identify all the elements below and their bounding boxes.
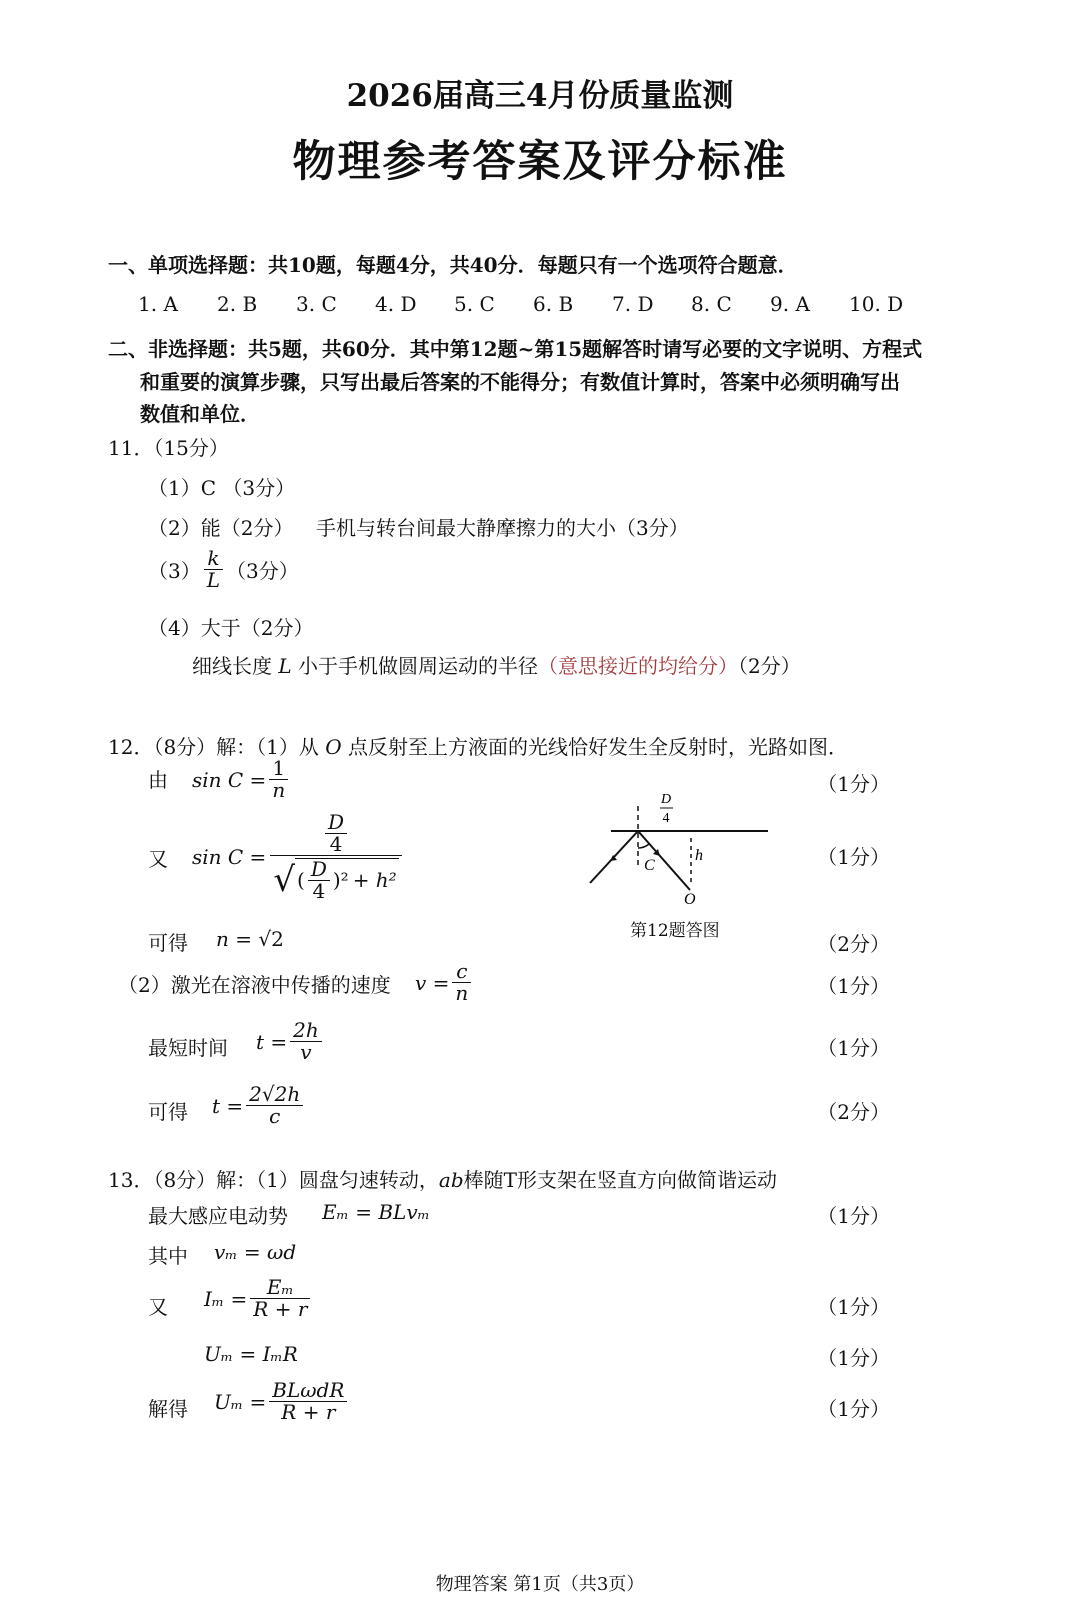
reason-text-a: 细线长度 [192,654,272,678]
q13-l5-label: 解得 [148,1397,188,1421]
d-over-4 [325,812,347,855]
mc-answer: 10. D [849,292,904,316]
score: （1分） [817,1397,890,1421]
q13-l1-label: 最大感应电动势 [148,1204,288,1228]
q12-eq3 [216,927,284,951]
q12-eq6 [212,1084,306,1127]
Um-eq: Uₘ = [214,1389,267,1414]
frac-num [270,812,401,855]
mc-answer: 1. A [138,292,178,316]
frac-den: R + r [250,1298,310,1320]
frac-num: 2√2h [249,1082,301,1106]
v-eq: v = [415,970,450,995]
section2-heading-line3: 数值和单位． [140,402,260,426]
score: （1分） [817,1204,890,1228]
q13-eq4: Uₘ = IₘR [204,1342,298,1366]
score: （1分） [817,974,890,998]
q12-head-b: 点反射至上方液面的光线恰好发生全反射时，光路如图． [348,735,849,759]
section1-heading: 一、单项选择题：共10题，每题4分，共40分．每题只有一个选项符合题意． [108,253,798,277]
q11-part2a: （2）能（2分） [148,516,294,540]
mc-answer: 3. C [296,292,337,316]
q12-eq5 [256,1020,325,1063]
q11-part1: （1）C （3分） [148,476,296,500]
q11-part4: （4）大于（2分） [148,616,314,640]
mc-answers [138,292,909,316]
q13-head-b: 棒随T形支架在竖直方向做简谐运动 [463,1168,777,1192]
frac-num: Eₘ [266,1275,294,1299]
d-over-4 [308,859,330,902]
n-eq: n = [216,927,252,951]
frac-den: n [452,982,471,1004]
q12-l1-label: 由 [148,768,168,792]
sinC-fraction [270,812,401,902]
q13-eq2: vₘ = ωd [214,1240,297,1264]
frac-den: 4 [325,833,347,855]
c-over-n [452,961,471,1004]
t-eq: t = [256,1029,288,1054]
frac-num: 2h [293,1018,319,1042]
q12-heading [108,731,848,760]
q11-part4-reason [192,650,801,679]
frac-den: R + r [269,1401,347,1423]
q13-eq1: Eₘ = BLvₘ [322,1200,430,1224]
frac-den: c [246,1105,303,1127]
em-over-rr [250,1277,310,1320]
frac-den: v [290,1041,322,1063]
q12-l2-label: 又 [148,847,168,871]
sinC: sin C = [192,845,267,869]
frac-den: L [204,569,223,591]
score: （1分） [817,1036,890,1060]
radicand: ( $\frac{D}{4}$ )² + h² [297,857,397,903]
frac-num: D [327,810,345,834]
t-eq: t = [212,1093,244,1118]
score: （2分） [817,1100,890,1124]
q12-l5-label: 最短时间 [148,1036,228,1060]
sqrt2: √2 [258,927,284,951]
frac-num: D [310,857,327,881]
q12-head-a: 12．（8分）解：（1）从 [108,735,319,759]
frac-num: BLωdR [272,1378,345,1402]
label-C: C [644,857,655,874]
label-h: h [695,847,703,864]
q12-l6-label: 可得 [148,1100,188,1124]
score: （1分） [817,845,890,869]
section2-heading-line2: 和重要的演算步骤，只写出最后答案的不能得分；有数值计算时，答案中必须明确写出 [140,370,900,394]
page-footer: 物理答案 第1页（共3页） [435,1574,645,1595]
2sqrt2h-over-c [246,1084,303,1127]
section2-heading-line1: 二、非选择题：共5题，共60分．其中第12题~第15题解答时请写必要的文字说明、方程式 [108,337,923,361]
Im-eq: Iₘ = [204,1286,248,1311]
q13-head-a: 13．（8分）解：（1）圆盘匀速转动， [108,1168,439,1192]
q13-l3-label: 又 [148,1295,168,1319]
q12-eq4 [415,961,474,1004]
q11-part3-score: （3分） [226,559,299,583]
frac-den: 4 [308,880,330,902]
2h-over-v [290,1020,322,1063]
q12-l3-label: 可得 [148,931,188,955]
mc-answer: 2. B [217,292,258,316]
var-O: O [325,735,342,759]
frac-num: c [456,959,468,983]
blwdr-over-rr [269,1380,347,1423]
q13-heading [108,1164,777,1193]
mc-answer: 4. D [375,292,417,316]
q11-part3-label: （3） [148,559,201,583]
frac-num: 1 [272,756,286,780]
mc-answer: 8. C [691,292,732,316]
one-over-n [269,758,288,801]
label-O: O [684,891,696,908]
page-subtitle: 物理参考答案及评分标准 [292,137,788,187]
q12-eq2 [192,812,405,902]
q11-part2b: 手机与转台间最大静摩擦力的大小（3分） [316,516,689,540]
q11-part3 [148,548,299,591]
score: （1分） [817,1346,890,1370]
q13-l2-label: 其中 [148,1244,188,1268]
frac-den: n [269,779,288,801]
mc-answer: 6. B [533,292,574,316]
reason-text-b: 小于手机做圆周运动的半径 [298,654,538,678]
frac-num: k [207,546,220,570]
grading-note: （意思接近的均给分） [538,654,738,678]
mc-answer: 5. C [454,292,495,316]
page-title: 2026届高三4月份质量监测 [346,78,734,114]
h-squared: + h² [352,868,397,892]
q13-eq3 [204,1277,313,1320]
score: （1分） [817,1295,890,1319]
q13-eq5 [214,1380,350,1423]
score: （1分） [817,772,890,796]
frac-den [270,855,401,902]
sqrt-expression [273,858,398,902]
q12-part2-label: （2）激光在溶液中传播的速度 [118,973,391,997]
q12-eq1 [192,758,291,801]
q11-heading: 11．（15分） [108,436,229,460]
label-4: 4 [662,811,670,826]
label-D: D [660,792,672,807]
figure-caption: 第12题答图 [630,921,720,941]
var-L: L [278,654,292,678]
mc-answer: 9. A [770,292,810,316]
score: （2分） [817,932,890,956]
var-ab: ab [438,1168,464,1192]
radical-sign: √ [273,860,295,900]
k-over-l-fraction [204,548,223,591]
reason-score: （2分） [738,654,801,678]
sinC: sin C = [192,767,267,792]
angle-arc [638,844,649,848]
mc-answer: 7. D [612,292,654,316]
